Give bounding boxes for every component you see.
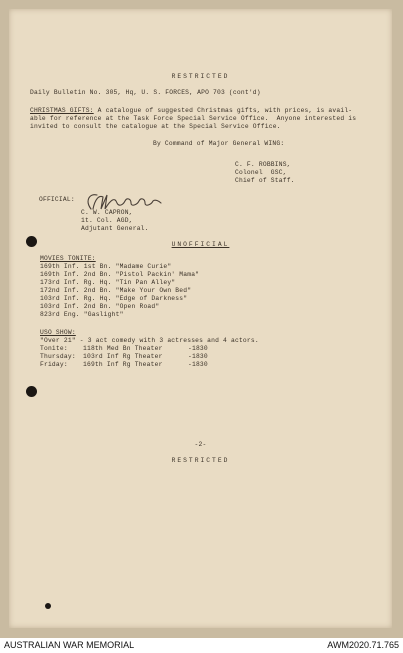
- archive-name: AUSTRALIAN WAR MEMORIAL: [4, 640, 135, 650]
- bulletin-line: Daily Bulletin No. 305, Hq, U. S. FORCES, APO 703 (cont'd): [30, 89, 261, 96]
- movie-item: 103rd Inf. 2nd Bn. "Open Road": [40, 303, 160, 310]
- christmas-heading: CHRISTMAS GIFTS:: [30, 107, 94, 114]
- uso-schedule-place: 118th Med Bn Theater: [83, 345, 163, 352]
- official-label: OFFICIAL:: [39, 196, 75, 203]
- page-number: -2-: [194, 441, 207, 448]
- unofficial-heading: UNOFFICIAL: [171, 241, 230, 248]
- header-classification: RESTRICTED: [171, 73, 230, 80]
- movie-item: 169th Inf. 2nd Bn. "Pistol Packin' Mama": [40, 271, 200, 278]
- movie-item: 169th Inf. 1st Bn. "Madame Curie": [40, 263, 172, 270]
- punch-hole: [26, 236, 37, 247]
- uso-schedule-time: -1830: [188, 361, 208, 368]
- uso-schedule-day: Thursday:: [40, 353, 76, 360]
- signatory-title: Chief of Staff.: [235, 177, 295, 184]
- archive-reference: AWM2020.71.765: [327, 640, 399, 650]
- movie-item: 103rd Inf. Rg. Hq. "Edge of Darkness": [40, 295, 188, 302]
- ink-spot: [45, 603, 51, 609]
- document-page: [9, 9, 392, 628]
- official-title: Adjutant General.: [81, 225, 149, 232]
- uso-schedule-day: Tonite:: [40, 345, 68, 352]
- uso-heading: USO SHOW:: [40, 329, 76, 336]
- archive-footer: [0, 638, 403, 653]
- uso-show-line: "Over 21" - 3 act comedy with 3 actresses and 4 actors.: [40, 337, 259, 344]
- uso-schedule-place: 169th Inf Rg Theater: [83, 361, 163, 368]
- official-rank: 1t. Col. AGD,: [81, 217, 133, 224]
- uso-schedule-time: -1830: [188, 353, 208, 360]
- movies-heading: MOVIES TONITE:: [40, 255, 96, 262]
- official-name: C. W. CAPRON,: [81, 209, 133, 216]
- christmas-paragraph-line2: able for reference at the Task Force Special Service Office. Anyone interested is: [30, 115, 357, 122]
- signatory-rank: Colonel GSC,: [235, 169, 287, 176]
- christmas-paragraph-line1: [30, 107, 352, 114]
- footer-classification: RESTRICTED: [171, 457, 230, 464]
- christmas-paragraph-line3: invited to consult the catalogue at the Special Service Office.: [30, 123, 281, 130]
- signatory-name: C. F. ROBBINS,: [235, 161, 291, 168]
- uso-schedule-day: Friday:: [40, 361, 68, 368]
- christmas-line1-text: A catalogue of suggested Christmas gifts, with prices, is avail-: [93, 107, 353, 114]
- punch-hole: [26, 386, 37, 397]
- uso-schedule-place: 103rd Inf Rg Theater: [83, 353, 163, 360]
- command-line: By Command of Major General WING:: [153, 140, 285, 147]
- movie-item: 173rd Inf. Rg. Hq. "Tin Pan Alley": [40, 279, 176, 286]
- uso-schedule-time: -1830: [188, 345, 208, 352]
- movie-item: 172nd Inf. 2nd Bn. "Make Your Own Bed": [40, 287, 192, 294]
- movie-item: 823rd Eng. "Gaslight": [40, 311, 124, 318]
